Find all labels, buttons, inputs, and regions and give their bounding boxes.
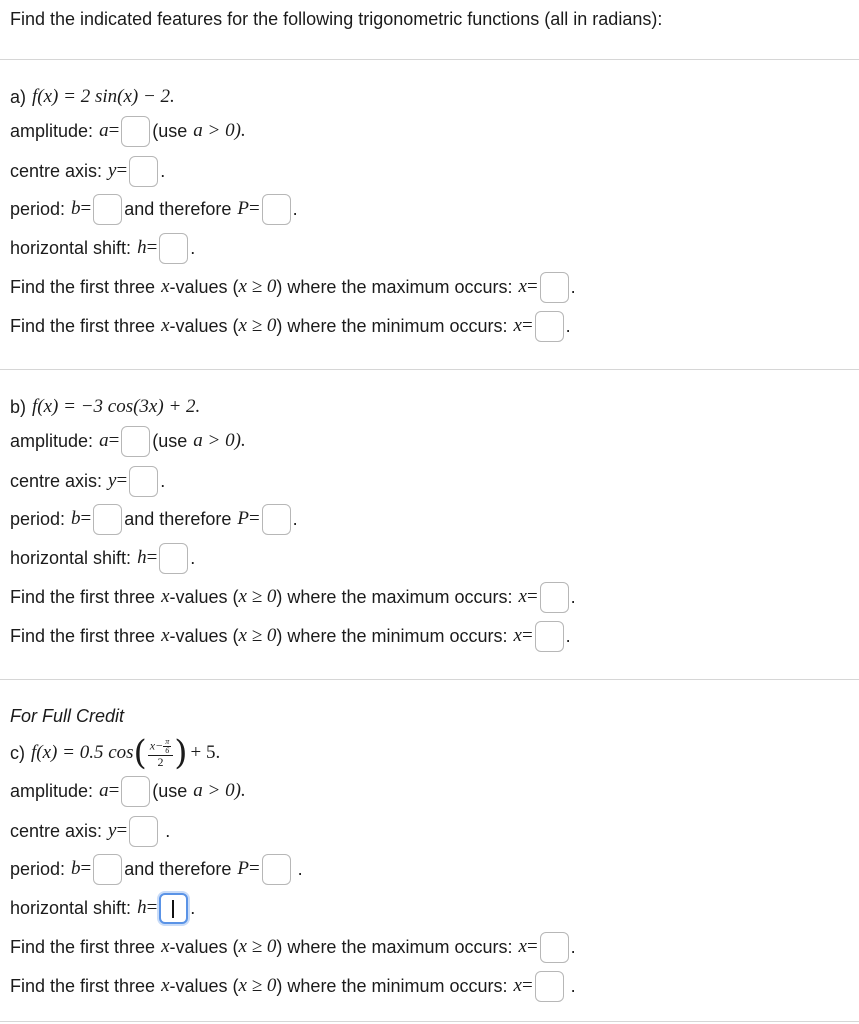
part-label-a: a) — [10, 86, 27, 107]
numerator-text: x− — [149, 738, 164, 753]
var-a: a — [99, 780, 109, 801]
period-mark: . — [570, 936, 576, 957]
var-P: P — [237, 198, 249, 219]
values-label: -values ( — [169, 586, 239, 607]
x-condition: x ≥ 0 — [238, 975, 277, 996]
x-condition: x ≥ 0 — [238, 586, 277, 607]
shift-row-b — [10, 541, 195, 575]
part-label-b: b) — [10, 396, 27, 417]
equals: = — [116, 160, 128, 181]
use-a-label: (use — [152, 780, 188, 801]
period-b-input-b[interactable] — [93, 504, 122, 535]
minimum-input-a[interactable] — [535, 311, 564, 342]
var-x: x — [161, 586, 170, 607]
find-first-label: Find the first three — [10, 936, 156, 957]
x-condition: x ≥ 0 — [238, 276, 277, 297]
find-first-label: Find the first three — [10, 625, 156, 646]
function-b-expression: f(x) = −3 cos(3x) + 2. — [32, 396, 201, 417]
amplitude-input-c[interactable] — [121, 776, 150, 807]
var-a: a — [99, 120, 109, 141]
minimum-input-b[interactable] — [535, 621, 564, 652]
amplitude-label: amplitude: — [10, 430, 94, 451]
equals: = — [146, 547, 158, 568]
divider — [0, 369, 859, 370]
period-mark: . — [570, 586, 576, 607]
horizontal-shift-label: horizontal shift: — [10, 237, 132, 258]
min-row-a — [10, 309, 571, 343]
pi-symbol: π — [165, 737, 170, 746]
period-mark: . — [190, 547, 196, 568]
equals: = — [248, 198, 260, 219]
var-x: x — [518, 276, 527, 297]
centre-row-c — [10, 814, 170, 848]
period-mark: . — [565, 315, 571, 336]
max-row-b — [10, 580, 576, 614]
find-first-label: Find the first three — [10, 586, 156, 607]
use-a-condition: a > 0). — [193, 780, 246, 801]
equals: = — [116, 820, 128, 841]
period-p-input-a[interactable] — [262, 194, 291, 225]
centre-row-a — [10, 154, 165, 188]
equals: = — [526, 586, 538, 607]
values-label: -values ( — [169, 625, 239, 646]
equals: = — [248, 508, 260, 529]
full-credit-label: For Full Credit — [10, 705, 125, 726]
and-therefore-label: and therefore — [124, 858, 232, 879]
period-row-b — [10, 502, 298, 536]
period-mark: . — [292, 508, 298, 529]
minimum-label: ) where the minimum occurs: — [276, 315, 508, 336]
var-h: h — [137, 897, 147, 918]
var-x: x — [161, 975, 170, 996]
period-mark: . — [160, 160, 166, 181]
var-x: x — [518, 586, 527, 607]
var-b: b — [71, 858, 81, 879]
x-condition: x ≥ 0 — [238, 625, 277, 646]
equals: = — [80, 858, 92, 879]
equals: = — [146, 237, 158, 258]
period-p-input-b[interactable] — [262, 504, 291, 535]
var-a: a — [99, 430, 109, 451]
values-label: -values ( — [169, 936, 239, 957]
values-label: -values ( — [169, 315, 239, 336]
six-denominator: 6 — [165, 746, 170, 755]
amplitude-label: amplitude: — [10, 120, 94, 141]
period-mark: . — [160, 470, 166, 491]
minimum-input-c[interactable] — [535, 971, 564, 1002]
values-label: -values ( — [169, 975, 239, 996]
function-c-rhs: + 5. — [190, 742, 221, 763]
function-c — [10, 733, 220, 773]
divider — [0, 1021, 859, 1022]
fraction-denominator: 2 — [157, 755, 164, 769]
left-paren: ( — [133, 733, 147, 773]
period-label: period: — [10, 858, 66, 879]
var-h: h — [137, 237, 147, 258]
var-b: b — [71, 508, 81, 529]
x-condition: x ≥ 0 — [238, 315, 277, 336]
shift-row-a — [10, 231, 195, 265]
min-row-b — [10, 619, 571, 653]
instructions: Find the indicated features for the following trigonometric functions (all in radians): — [10, 9, 663, 29]
period-mark: . — [190, 897, 196, 918]
function-c-fraction — [148, 738, 173, 768]
divider — [0, 59, 859, 60]
horizontal-shift-input-c[interactable] — [159, 893, 188, 924]
maximum-input-c[interactable] — [540, 932, 569, 963]
amplitude-input-a[interactable] — [121, 116, 150, 147]
horizontal-shift-label: horizontal shift: — [10, 547, 132, 568]
right-paren: ) — [174, 733, 188, 773]
centre-row-b — [10, 464, 165, 498]
horizontal-shift-label: horizontal shift: — [10, 897, 132, 918]
function-a-expression: f(x) = 2 sin(x) − 2. — [32, 86, 175, 107]
maximum-label: ) where the maximum occurs: — [276, 936, 513, 957]
find-first-label: Find the first three — [10, 315, 156, 336]
var-P: P — [237, 858, 249, 879]
maximum-input-a[interactable] — [540, 272, 569, 303]
divider — [0, 679, 859, 680]
min-row-c — [10, 969, 576, 1003]
maximum-input-b[interactable] — [540, 582, 569, 613]
centre-axis-input-b[interactable] — [129, 466, 158, 497]
var-x: x — [161, 936, 170, 957]
period-b-input-c[interactable] — [93, 854, 122, 885]
centre-axis-label: centre axis: — [10, 820, 103, 841]
var-b: b — [71, 198, 81, 219]
period-label: period: — [10, 508, 66, 529]
function-c-lhs: f(x) = 0.5 cos — [31, 742, 134, 763]
use-a-label: (use — [152, 120, 188, 141]
var-y: y — [108, 160, 117, 181]
horizontal-shift-input-a[interactable] — [159, 233, 188, 264]
period-row-a — [10, 192, 298, 226]
var-x: x — [161, 315, 170, 336]
equals: = — [108, 120, 120, 141]
centre-axis-input-c[interactable] — [129, 816, 158, 847]
x-condition: x ≥ 0 — [238, 936, 277, 957]
fraction-numerator — [148, 738, 173, 756]
var-y: y — [108, 820, 117, 841]
equals: = — [526, 276, 538, 297]
centre-axis-input-a[interactable] — [129, 156, 158, 187]
period-label: period: — [10, 198, 66, 219]
amplitude-row-b — [10, 424, 246, 458]
and-therefore-label: and therefore — [124, 198, 232, 219]
horizontal-shift-input-b[interactable] — [159, 543, 188, 574]
use-a-condition: a > 0). — [193, 120, 246, 141]
shift-row-c — [10, 891, 195, 925]
text-caret — [172, 900, 174, 918]
find-first-label: Find the first three — [10, 975, 156, 996]
part-label-c: c) — [10, 742, 25, 763]
max-row-c — [10, 930, 576, 964]
period-p-input-c[interactable] — [262, 854, 291, 885]
centre-axis-label: centre axis: — [10, 470, 103, 491]
and-therefore-label: and therefore — [124, 508, 232, 529]
equals: = — [80, 198, 92, 219]
equals: = — [108, 780, 120, 801]
equals: = — [80, 508, 92, 529]
var-x: x — [513, 975, 522, 996]
function-b — [10, 390, 200, 424]
minimum-label: ) where the minimum occurs: — [276, 975, 508, 996]
equals: = — [521, 625, 533, 646]
use-a-label: (use — [152, 430, 188, 451]
use-a-condition: a > 0). — [193, 430, 246, 451]
values-label: -values ( — [169, 276, 239, 297]
find-first-label: Find the first three — [10, 276, 156, 297]
period-mark: . — [565, 625, 571, 646]
equals: = — [521, 315, 533, 336]
period-mark: . — [570, 276, 576, 297]
period-mark: . — [292, 198, 298, 219]
pi-over-six — [163, 738, 171, 755]
equals: = — [521, 975, 533, 996]
equals: = — [248, 858, 260, 879]
maximum-label: ) where the maximum occurs: — [276, 276, 513, 297]
period-mark: . — [160, 820, 171, 841]
var-x: x — [161, 276, 170, 297]
equals: = — [526, 936, 538, 957]
period-mark: . — [565, 975, 576, 996]
minimum-label: ) where the minimum occurs: — [276, 625, 508, 646]
amplitude-row-c — [10, 774, 246, 808]
maximum-label: ) where the maximum occurs: — [276, 586, 513, 607]
max-row-a — [10, 270, 576, 304]
var-x: x — [513, 315, 522, 336]
equals: = — [108, 430, 120, 451]
amplitude-label: amplitude: — [10, 780, 94, 801]
amplitude-row-a — [10, 114, 246, 148]
var-P: P — [237, 508, 249, 529]
period-row-c — [10, 852, 303, 886]
centre-axis-label: centre axis: — [10, 160, 103, 181]
period-mark: . — [292, 858, 303, 879]
period-b-input-a[interactable] — [93, 194, 122, 225]
var-h: h — [137, 547, 147, 568]
equals: = — [146, 897, 158, 918]
var-y: y — [108, 470, 117, 491]
function-a — [10, 80, 175, 114]
var-x: x — [513, 625, 522, 646]
var-x: x — [161, 625, 170, 646]
amplitude-input-b[interactable] — [121, 426, 150, 457]
period-mark: . — [190, 237, 196, 258]
equals: = — [116, 470, 128, 491]
var-x: x — [518, 936, 527, 957]
